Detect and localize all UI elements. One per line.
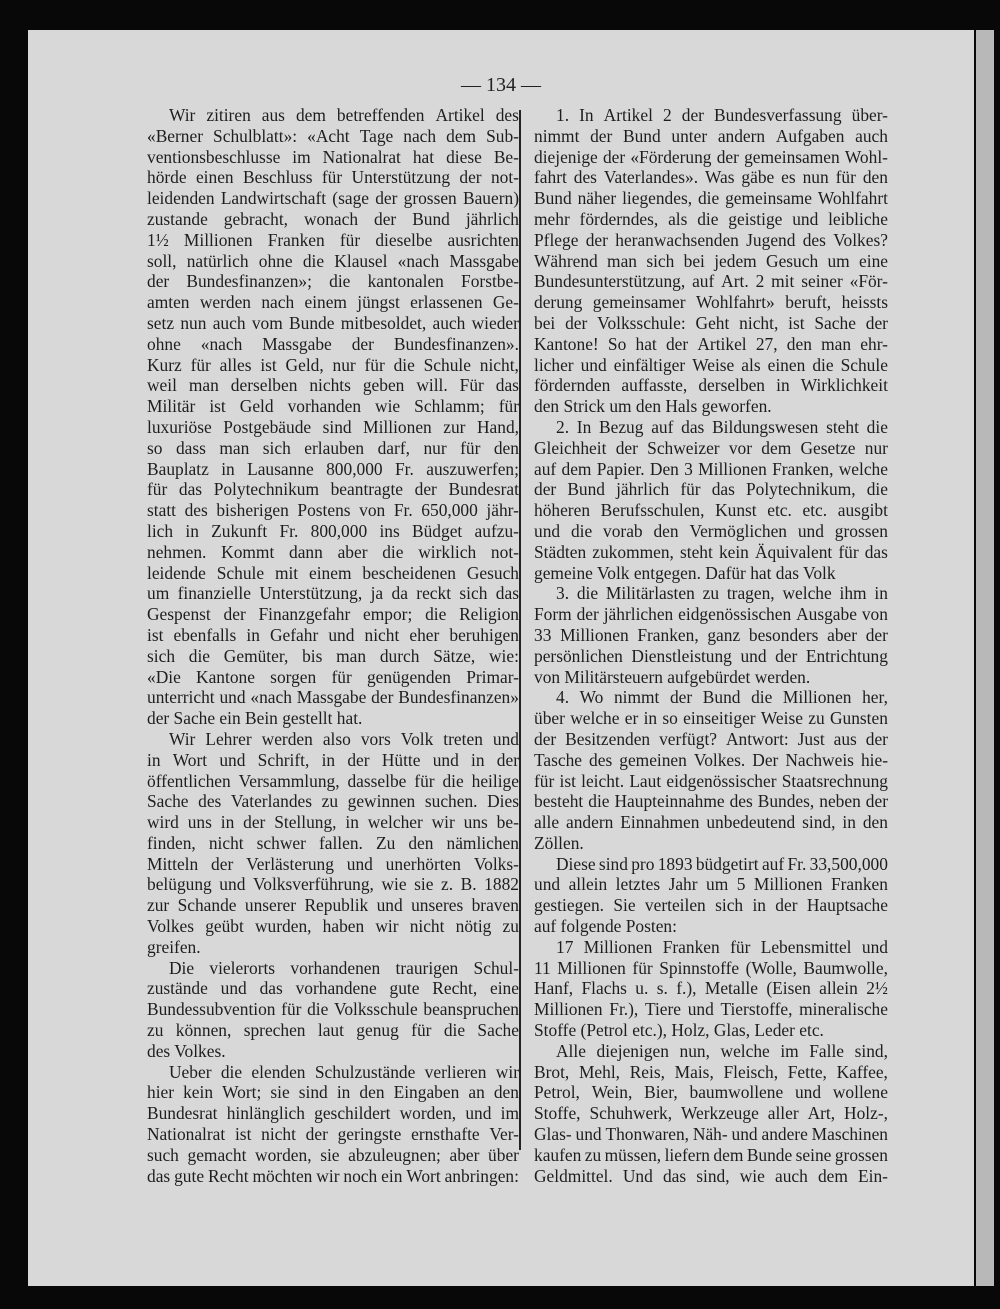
text-line: der Bundesfinanzen»; die kantonalen Forstbe- bbox=[147, 271, 519, 292]
text-line: des Volkes. bbox=[147, 1040, 226, 1061]
text-line: fördernden auffasste, derselben in Wirklichkeit bbox=[534, 375, 888, 396]
text-line: soll, natürlich ohne die Klausel «nach Massgabe bbox=[147, 250, 519, 271]
text-line: hörde einen Beschluss für Unterstützung der not- bbox=[147, 167, 519, 188]
text-line: setz nun auch vom Bunde mitbesoldet, auch wieder bbox=[147, 312, 519, 333]
text-line: ohne «nach Massgabe der Bundesfinanzen». bbox=[147, 333, 519, 354]
text-line: 17 Millionen Franken für Lebensmittel und bbox=[556, 936, 888, 957]
text-line: Glas- und Thonwaren, Näh- und andere Maschinen bbox=[534, 1124, 888, 1145]
text-line: 1½ Millionen Franken für dieselbe ausrichten bbox=[147, 229, 519, 250]
text-line: Petrol, Wein, Bier, baumwollene und wollene bbox=[534, 1082, 888, 1103]
text-line: Ueber die elenden Schulzustände verlieren wir bbox=[169, 1061, 519, 1082]
text-line: Bundesunterstützung, auf Art. 2 mit seiner «För- bbox=[534, 271, 888, 292]
text-line: leidenden Landwirtschaft (sage der grossen Bauern) bbox=[147, 188, 519, 209]
text-line: Wir Lehrer werden also vors Volk treten und bbox=[169, 728, 519, 749]
text-line: Wir zitiren aus dem betreffenden Artikel des bbox=[169, 105, 519, 125]
text-line: der Besitzenden verfügt? Antwort: Just aus der bbox=[534, 728, 888, 749]
text-line: luxuriöse Postgebäude sind Millionen zur Hand, bbox=[147, 416, 519, 437]
text-line: Sache des Vaterlandes zu gewinnen suchen. Dies bbox=[147, 791, 519, 812]
text-line: der Sache ein Bein gestellt hat. bbox=[147, 708, 363, 729]
text-line: leidende Schule mit einem bescheidenen Gesuch bbox=[147, 562, 519, 583]
text-line: Zöllen. bbox=[534, 832, 584, 853]
text-line: das gute Recht möchten wir noch ein Wort anbringen: bbox=[147, 1165, 519, 1186]
text-line: Bundessubvention für die Volksschule beanspruchen bbox=[147, 999, 519, 1020]
text-line: 33 Millionen Franken, ganz besonders aber der bbox=[534, 624, 888, 645]
text-line: 2. In Bezug auf das Bildungswesen steht die bbox=[556, 416, 888, 437]
text-line: gestiegen. Sie verteilen sich in der Hauptsache bbox=[534, 895, 888, 916]
text-line: Kurz für alles ist Geld, nur für die Schule nicht, bbox=[147, 354, 519, 375]
text-line: lich in Zukunft Fr. 800,000 ins Büdget aufzu- bbox=[147, 520, 519, 541]
text-line: öffentlichen Versammlung, dasselbe für die heilige bbox=[147, 770, 519, 791]
text-line: Form der jährlichen eidgenössischen Ausgabe von bbox=[534, 604, 888, 625]
text-line: Militär ist Geld vorhanden wie Schlamm; für bbox=[147, 396, 519, 417]
adjacent-page-edge bbox=[976, 30, 994, 1286]
text-line: derung gemeinsamer Wohlfahrt» beruft, heissts bbox=[534, 292, 888, 313]
text-line: in Wort und Schrift, in der Hütte und in der bbox=[147, 749, 519, 770]
text-line: statt des bisherigen Postens von Fr. 650,000 jähr- bbox=[147, 500, 519, 521]
text-line: den Strick um den Hals geworfen. bbox=[534, 396, 772, 417]
text-line: Millionen Fr.), Tiere und Tierstoffe, mineralische bbox=[534, 999, 888, 1020]
text-line: «Die Kantone sorgen für genügenden Primar- bbox=[147, 666, 519, 687]
text-line: für das Polytechnikum beantragte der Bundesrat bbox=[147, 479, 519, 500]
text-line: Alle diejenigen nun, welche im Falle sind, bbox=[556, 1040, 888, 1061]
text-line: amten werden nach einem jüngst erlassenen Ge- bbox=[147, 292, 519, 313]
text-line: 4. Wo nimmt der Bund die Millionen her, bbox=[556, 687, 888, 708]
text-line: von Militärsteuern aufgebürdet werden. bbox=[534, 666, 811, 687]
text-line: wird uns in der Stellung, in welcher wir uns be- bbox=[147, 812, 519, 833]
text-line: über welche er in so einseitiger Weise zu Gunsten bbox=[534, 708, 888, 729]
text-line: fahrt des Vaterlandes». Was gäbe es nun für den bbox=[534, 167, 888, 188]
text-line: zustände und das vorhandene gute Recht, eine bbox=[147, 978, 519, 999]
text-line: gemeine Volk entgegen. Dafür hat das Volk bbox=[534, 562, 836, 583]
text-line: und die vorab den Vermöglichen und grossen bbox=[534, 520, 888, 541]
text-line: nehmen. Kommt dann aber die wirklich not- bbox=[147, 541, 519, 562]
text-line: 3. die Militärlasten zu tragen, welche ihm in bbox=[556, 583, 888, 604]
text-line: unterricht und «nach Massgabe der Bundesfinanzen» bbox=[147, 687, 519, 708]
text-line: Während man sich bei jedem Gesuch um eine bbox=[534, 250, 888, 271]
text-line: hier kein Wort; sie sind in den Eingaben an den bbox=[147, 1082, 519, 1103]
text-line: Volkes geübt wurden, haben wir nicht nötig zu bbox=[147, 916, 519, 937]
text-line: Brot, Mehl, Reis, Mais, Fleisch, Fette, Kaffee, bbox=[534, 1061, 888, 1082]
text-line: ist ebenfalls in Gefahr und nicht eher beruhigen bbox=[147, 624, 519, 645]
document-page bbox=[28, 30, 974, 1286]
text-line: Stoffe, Schuhwerk, Werkzeuge aller Art, Holz-, bbox=[534, 1103, 888, 1124]
text-line: Geldmittel. Und das sind, wie auch dem Ein- bbox=[534, 1165, 888, 1186]
text-line: so dass man sich erlauben darf, nur für den bbox=[147, 437, 519, 458]
text-line: Bund näher liegendes, die gemeinsame Wohlfahrt bbox=[534, 188, 888, 209]
text-line: Kantone! So hat der Artikel 27, den man ehr- bbox=[534, 333, 888, 354]
text-line: zur Schande unserer Republik und unseres braven bbox=[147, 895, 519, 916]
right-column bbox=[534, 105, 888, 1186]
text-line: und allein letztes Jahr um 5 Millionen Franken bbox=[534, 874, 888, 895]
text-line: Diese sind pro 1893 büdgetirt auf Fr. 33,500,000 bbox=[556, 853, 888, 874]
text-line: um finanzielle Unterstützung, ja da reckt sich das bbox=[147, 583, 519, 604]
text-line: such gemacht worden, sie abzuleugnen; aber über bbox=[147, 1144, 519, 1165]
text-line: 11 Millionen für Spinnstoffe (Wolle, Baumwolle, bbox=[534, 957, 888, 978]
text-line: Die vielerorts vorhandenen traurigen Schul- bbox=[169, 957, 519, 978]
text-line: höheren Berufsschulen, Kunst etc. etc. ausgibt bbox=[534, 500, 888, 521]
text-line: Hanf, Flachs u. s. f.), Metalle (Eisen allein 2½ bbox=[534, 978, 888, 999]
text-line: Stoffe (Petrol etc.), Holz, Glas, Leder etc. bbox=[534, 1020, 824, 1041]
text-line: alle andern Einnahmen unbedeutend sind, in den bbox=[534, 812, 888, 833]
text-line: auf dem Papier. Den 3 Millionen Franken, welche bbox=[534, 458, 888, 479]
text-line: zustande gebracht, wonach der Bund jährlich bbox=[147, 208, 519, 229]
text-line: Gespenst der Finanzgefahr empor; die Religion bbox=[147, 604, 519, 625]
text-line: für ist leicht. Laut eidgenössischer Staatsrechnung bbox=[534, 770, 888, 791]
text-line: greifen. bbox=[147, 936, 201, 957]
text-line: 1. In Artikel 2 der Bundesverfassung über- bbox=[556, 105, 888, 125]
text-line: Bundesrat hinlänglich geschildert worden, und im bbox=[147, 1103, 519, 1124]
text-line: besteht die Haupteinnahme des Bundes, neben der bbox=[534, 791, 888, 812]
text-line: belügung und Volksverführung, wie sie z. B. 1882 bbox=[147, 874, 519, 895]
text-line: bei der Volksschule: Geht nicht, ist Sache der bbox=[534, 312, 888, 333]
text-line: Tasche des gemeinen Volkes. Der Nachweis hie- bbox=[534, 749, 888, 770]
column-divider bbox=[519, 110, 521, 1150]
page-number: — 134 — bbox=[461, 74, 541, 96]
left-column bbox=[147, 105, 519, 1186]
text-line: licher und einfältiger Weise als einen die Schule bbox=[534, 354, 888, 375]
text-line: finden, nicht schwer fallen. Zu den nämlichen bbox=[147, 832, 519, 853]
text-line: mehr förderndes, als die geistige und leibliche bbox=[534, 208, 888, 229]
text-line: der Bund jährlich für das Polytechnikum, die bbox=[534, 479, 888, 500]
text-line: Pflege der heranwachsenden Jugend des Volkes? bbox=[534, 229, 888, 250]
text-line: Mitteln der Verlästerung und unerhörten Volks- bbox=[147, 853, 519, 874]
text-line: Städten zukommen, steht kein Äquivalent für das bbox=[534, 541, 888, 562]
text-line: Bauplatz in Lausanne 800,000 Fr. auszuwerfen; bbox=[147, 458, 519, 479]
text-line: «Berner Schulblatt»: «Acht Tage nach dem Sub- bbox=[147, 125, 519, 146]
text-line: Gleichheit der Schweizer vor dem Gesetze nur bbox=[534, 437, 888, 458]
text-line: auf folgende Posten: bbox=[534, 916, 677, 937]
text-line: nimmt der Bund unter andern Aufgaben auch bbox=[534, 125, 888, 146]
text-line: Nationalrat ist nicht der geringste ernsthafte Ver- bbox=[147, 1124, 519, 1145]
text-line: diejenige der «Förderung der gemeinsamen Wohl- bbox=[534, 146, 888, 167]
text-line: zu können, sprechen laut genug für die Sache bbox=[147, 1020, 519, 1041]
text-line: kaufen zu müssen, liefern dem Bunde seine grossen bbox=[534, 1144, 888, 1165]
text-line: weil man derselben nichts geben will. Für das bbox=[147, 375, 519, 396]
text-line: ventionsbeschlusse im Nationalrat hat diese Be- bbox=[147, 146, 519, 167]
text-line: sich die Gemüter, bis man durch Sätze, wie: bbox=[147, 645, 519, 666]
text-line: persönlichen Dienstleistung und der Entrichtung bbox=[534, 645, 888, 666]
